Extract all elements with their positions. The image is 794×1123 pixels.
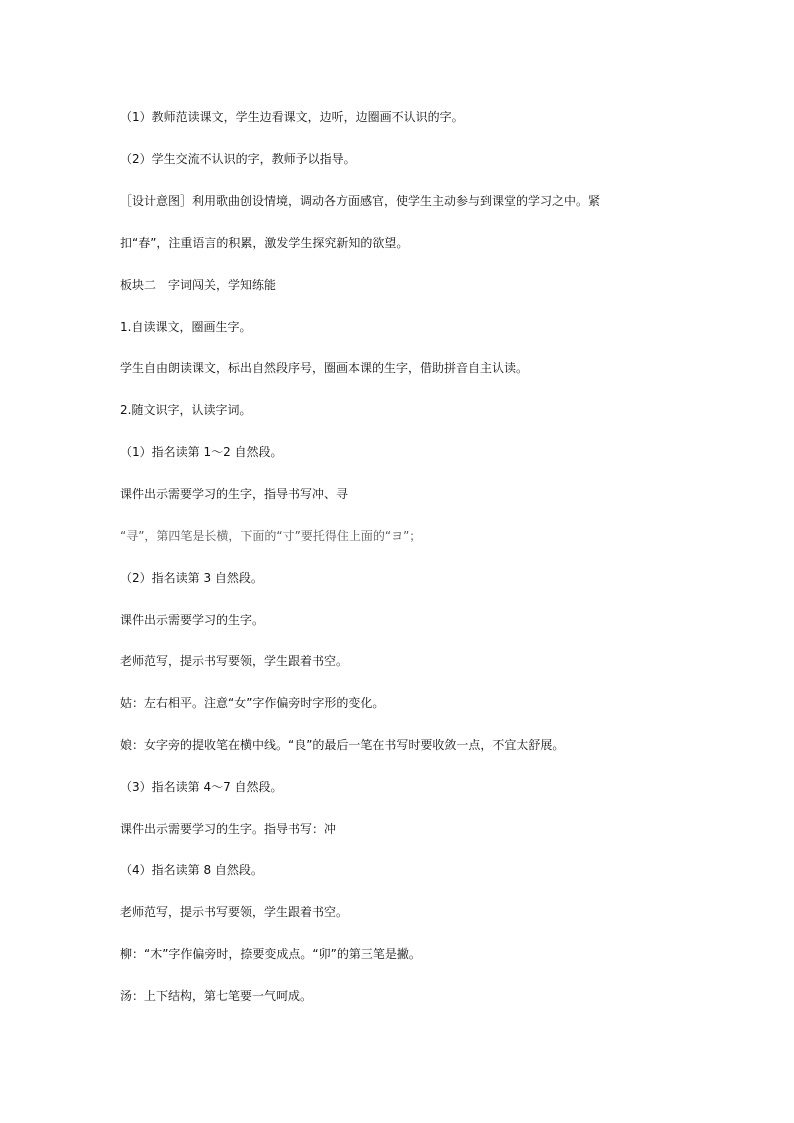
- paragraph-15: 姑：左右相平。注意“女”字作偏旁时字形的变化。: [120, 696, 385, 710]
- paragraph-17: （3）指名读第 4～7 自然段。: [120, 780, 283, 794]
- paragraph-10: 课件出示需要学习的生字，指导书写冲、寻: [120, 487, 349, 501]
- paragraph-19: （4）指名读第 8 自然段。: [120, 863, 263, 877]
- paragraph-16: 娘：女字旁的提收笔在横中线。“良”的最后一笔在书写时要收敛一点，不宜太舒展。: [120, 738, 565, 752]
- paragraph-7: 学生自由朗读课文，标出自然段序号，圈画本课的生字，借助拼音自主认读。: [120, 361, 529, 375]
- paragraph-9: （1）指名读第 1～2 自然段。: [120, 445, 283, 459]
- paragraph-14: 老师范写，提示书写要领，学生跟着书空。: [120, 654, 349, 668]
- paragraph-2: （2）学生交流不认识的字，教师予以指导。: [120, 152, 356, 166]
- paragraph-1: （1）教师范读课文，学生边看课文，边听，边圈画不认识的字。: [120, 110, 464, 124]
- paragraph-13: 课件出示需要学习的生字。: [120, 613, 265, 627]
- paragraph-21: 柳：“木”字作偏旁时，捺要变成点。“卯”的第三笔是撇。: [120, 947, 421, 961]
- paragraph-11: “寻”，第四笔是长横，下面的“寸”要托得住上面的“ヨ”；: [120, 529, 422, 543]
- section-heading: 板块二 字词闯关，学知练能: [120, 278, 277, 292]
- paragraph-6: 1.自读课文，圈画生字。: [120, 320, 252, 334]
- paragraph-22: 汤：上下结构，第七笔要一气呵成。: [120, 989, 313, 1003]
- paragraph-12: （2）指名读第 3 自然段。: [120, 571, 263, 585]
- paragraph-3: ［设计意图］利用歌曲创设情境，调动各方面感官，使学生主动参与到课堂的学习之中。紧: [120, 194, 601, 208]
- paragraph-18: 课件出示需要学习的生字。指导书写：冲: [120, 822, 337, 836]
- paragraph-4: 扣“春”，注重语言的积累，激发学生探究新知的欲望。: [120, 236, 409, 250]
- paragraph-20: 老师范写，提示书写要领，学生跟着书空。: [120, 905, 349, 919]
- paragraph-8: 2.随文识字，认读字词。: [120, 403, 252, 417]
